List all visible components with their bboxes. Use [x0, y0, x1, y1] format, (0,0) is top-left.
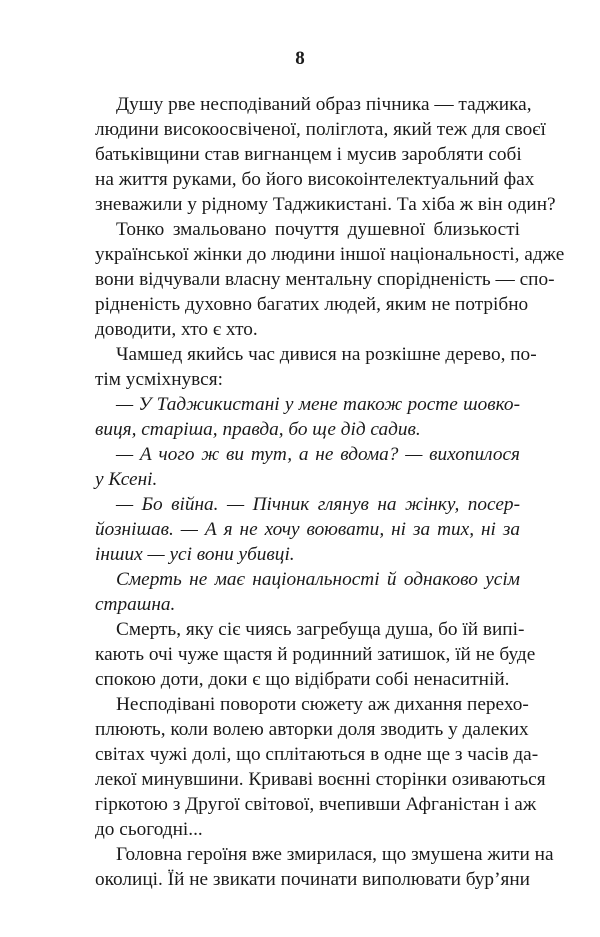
text-line: Чамшед якийсь час дивися на розкішне дерево, по- [116, 344, 537, 365]
text-line: рідненість духовно багатих людей, яким не потрібно [95, 294, 529, 315]
text-line: світах чужі долі, що сплітаються в одне ще з часів да- [95, 744, 539, 765]
paragraph [95, 842, 554, 892]
text-line: — Бо війна. — Пічник глянув на жінку, посер- [116, 494, 520, 515]
text-line: людини високоосвіченої, поліглота, який теж для своєї [95, 119, 546, 140]
text-line: Смерть, яку сіє чиясь загребуща душа, бо їй випі- [116, 619, 525, 640]
page-number: 8 [295, 48, 305, 69]
text-line: кають очі чуже щастя й родинний затишок, їй не буде [95, 644, 536, 665]
text-line: йознішав. — А я не хочу воювати, ні за тих, ні за [95, 519, 520, 540]
text-line: Смерть не має національності й однаково усім [116, 569, 520, 590]
text-line: Душу рве несподіваний образ пічника — таджика, [116, 94, 532, 115]
text-line: страшна. [95, 594, 176, 615]
text-line: Головна героїня вже змирилася, що змушена жити на [116, 844, 554, 865]
text-line: української жінки до людини іншої національності, адже [95, 244, 565, 265]
text-line: вони відчували власну ментальну спорідненість — спо- [95, 269, 555, 290]
text-line: у Ксені. [95, 469, 158, 490]
text-line: — У Таджикистані у мене також росте шовко- [116, 394, 520, 415]
italic-paragraph [95, 442, 520, 492]
text-line: інших — усі вони убивці. [95, 544, 295, 565]
text-line: тім усміхнувся: [95, 369, 223, 390]
text-line: батьківщини став вигнанцем і мусив заробляти собі [95, 144, 522, 165]
text-line: на життя руками, бо його високоінтелектуальний фах [95, 169, 535, 190]
text-line: плюють, коли волею авторки доля зводить у далеких [95, 719, 529, 740]
text-line: Тонко змальовано почуття душевної близькості [116, 219, 520, 240]
text-line: доводити, хто є хто. [95, 319, 258, 340]
text-line: околиці. Їй не звикати починати виполювати бур’яни [95, 869, 530, 890]
text-line: гіркотою з Другої світової, вчепивши Афганістан і аж [95, 794, 537, 815]
italic-paragraph [95, 492, 520, 567]
text-line: виця, старіша, правда, бо ще дід садив. [95, 419, 421, 440]
paragraph [95, 92, 556, 217]
text-line: спокою доти, доки є що відібрати собі ненаситній. [95, 669, 510, 690]
text-line: зневажили у рідному Таджикистані. Та хіба ж він один? [95, 194, 556, 215]
italic-paragraph [95, 392, 520, 442]
paragraph [95, 217, 565, 342]
text-line: — А чого ж ви тут, а не вдома? — вихопилося [116, 444, 520, 465]
paragraph [95, 342, 537, 392]
body-text [95, 92, 565, 892]
text-line: лекої минувшини. Криваві воєнні сторінки озиваються [95, 769, 546, 790]
paragraph [95, 617, 536, 692]
italic-paragraph [95, 567, 520, 617]
paragraph [95, 692, 546, 842]
text-line: до сьогодні... [95, 819, 203, 840]
text-line: Несподівані повороти сюжету аж дихання перехо- [116, 694, 529, 715]
